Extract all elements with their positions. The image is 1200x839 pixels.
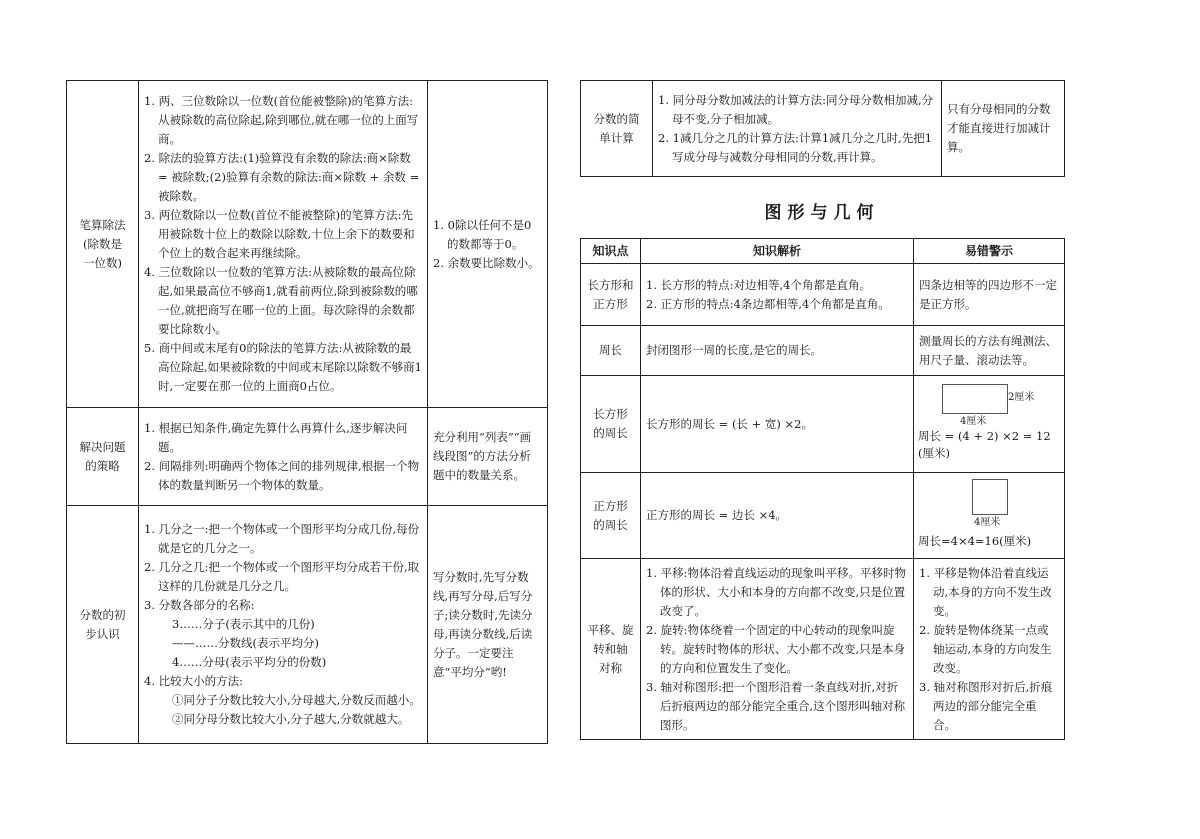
rect-side-label: 2厘米 <box>1008 392 1035 403</box>
table-row <box>581 376 1065 473</box>
warning-cell <box>914 559 1065 740</box>
analysis-cell <box>653 81 942 177</box>
category-cell: 长方形 的周长 <box>581 376 641 473</box>
square-shape <box>972 479 1008 515</box>
analysis-cell <box>139 506 428 744</box>
rectangle-figure <box>918 378 1060 428</box>
list-item: 1. 平移是物体沿着直线运动,本身的方向不发生改变。 <box>919 565 1052 618</box>
list-item: 1. 几分之一:把一个物体或一个图形平均分成几份,每份就是它的几分之一。 <box>144 522 420 555</box>
section-title: 图形与几何 <box>764 203 880 223</box>
list-item: 2. 间隔排列:明确两个物体之间的排列规律,根据一个物体的数量判断另一个物体的数量。 <box>144 458 420 492</box>
list-item: 3. 分数各部分的名称: 3……分子(表示其中的几份) ——……分数线(表示平均分) 4……分母(表示平均分的份数) <box>144 596 422 672</box>
analysis-cell: 长方形的周长 = (长 + 宽) ×2。 <box>641 376 914 473</box>
category-cell: 解决问题 的策略 <box>67 408 139 506</box>
header-cell: 知识点 <box>581 239 641 264</box>
list-item: 2. 除法的验算方法:(1)验算没有余数的除法:商×除数 = 被除数;(2)验算有余数的除法:商×除数 + 余数 = 被除数。 <box>144 151 420 203</box>
header-cell: 知识解析 <box>641 239 914 264</box>
category-cell: 长方形和 正方形 <box>581 264 641 326</box>
warning-cell: 充分利用“列表”“画线段图”的方法分析题中的数量关系。 <box>428 408 548 506</box>
square-bottom-label: 4厘米 <box>974 517 1001 528</box>
warning-cell: 只有分母相同的分数才能直接进行加减计算。 <box>942 81 1065 177</box>
fraction-parts: 3……分子(表示其中的几份) ——……分数线(表示平均分) 4……分母(表示平均分的份数) <box>172 617 327 669</box>
list-item: 1. 两、三位数除以一位数(首位能被整除)的笔算方法:从被除数的高位除起,除到哪位,就在哪一位的上面写商。 <box>144 94 419 146</box>
table-row <box>581 264 1065 326</box>
list-item: 4. 三位数除以一位数的笔算方法:从被除数的最高位除起,如果最高位不够商1,就看前两位,除到被除数的哪一位,就把商写在哪一位的上面。每次除得的余数都要比除数小。 <box>144 265 418 336</box>
analysis-cell: 正方形的周长 = 边长 ×4。 <box>641 473 914 559</box>
list-item: 2. 1减几分之几的计算方法:计算1减几分之几时,先把1写成分母与减数分母相同的分数,再计算。 <box>658 130 933 164</box>
analysis-cell <box>139 408 428 506</box>
table-row <box>581 81 1065 177</box>
formula-line: 周长 = (4 + 2) ×2 = 12 <box>918 429 1051 443</box>
compare-methods: ①同分子分数比较大小,分母越大,分数反而越小。 ②同分母分数比较大小,分子越大,分数就越大。 <box>172 693 421 726</box>
figure-cell <box>914 473 1065 559</box>
list-item: 2. 正方形的特点:4条边都相等,4个角都是直角。 <box>646 296 890 311</box>
warning-cell: 写分数时,先写分数线,再写分母,后写分子;读分数时,先读分母,再读分数线,后读分子。一定要注意“平均分”哟! <box>428 506 548 744</box>
list-item: 2. 余数要比除数小。 <box>433 255 540 270</box>
list-item: 3. 两位数除以一位数(首位不能被整除)的笔算方法:先用被除数十位上的数除以除数,十位上余下的数要和个位上的数合起来再继续除。 <box>144 208 415 260</box>
fraction-calc-table <box>580 80 1065 177</box>
list-item: 2. 几分之几:把一个物体或一个图形平均分成若干份,取这样的几份就是几分之几。 <box>144 560 420 593</box>
table-row <box>581 326 1065 376</box>
rectangle-shape <box>942 384 1008 414</box>
table-header-row <box>581 239 1065 264</box>
table-row <box>67 506 548 744</box>
geometry-table <box>580 238 1065 740</box>
list-item: 2. 旋转:物体绕着一个固定的中心转动的现象叫旋转。旋转时物体的形状、大小都不改变,只是本身的方向和位置发生了变化。 <box>646 622 906 675</box>
warning-cell: 测量周长的方法有绳测法、用尺子量、滚动法等。 <box>914 326 1065 376</box>
list-item: 1. 0除以任何不是0的数都等于0。 <box>433 217 532 251</box>
analysis-cell: 封闭图形一周的长度,是它的周长。 <box>641 326 914 376</box>
category-cell: 分数的初 步认识 <box>67 506 139 744</box>
square-figure <box>918 475 1060 533</box>
list-item: 4. 比较大小的方法: ①同分子分数比较大小,分母越大,分数反而越小。 ②同分母分数比较大小,分子越大,分数就越大。 <box>144 672 422 729</box>
left-knowledge-table <box>66 80 548 744</box>
list-item: 3. 轴对称图形:把一个图形沿着一条直线对折,对折后折痕两边的部分能完全重合,这个图形叫轴对称图形。 <box>646 679 906 732</box>
rect-bottom-label: 4厘米 <box>960 416 987 427</box>
warning-cell: 四条边相等的四边形不一定是正方形。 <box>914 264 1065 326</box>
list-item: 5. 商中间或末尾有0的除法的笔算方法:从被除数的最高位除起,如果被除数的中间或末尾除以除数不够商1时,一定要在那一位的上面商0占位。 <box>144 341 422 393</box>
header-cell: 易错警示 <box>914 239 1065 264</box>
category-cell: 周长 <box>581 326 641 376</box>
formula-unit: (厘米) <box>918 446 950 460</box>
table-row <box>581 473 1065 559</box>
analysis-cell <box>641 264 914 326</box>
figure-cell <box>914 376 1065 473</box>
category-cell: 平移、旋 转和轴 对称 <box>581 559 641 740</box>
category-cell: 分数的简 单计算 <box>581 81 653 177</box>
warning-cell <box>428 81 548 408</box>
list-item: 1. 根据已知条件,确定先算什么再算什么,逐步解决问题。 <box>144 420 408 454</box>
table-row <box>67 81 548 408</box>
list-item: 1. 同分母分数加减法的计算方法:同分母分数相加减,分母不变,分子相加减。 <box>658 92 934 126</box>
analysis-cell <box>139 81 428 408</box>
table-row <box>581 559 1065 740</box>
formula-line: 周长=4×4=16(厘米) <box>918 534 1032 548</box>
list-item: 1. 平移:物体沿着直线运动的现象叫平移。平移时物体的形状、大小和本身的方向都不改变,只是位置改变了。 <box>646 565 906 618</box>
list-item: 2. 旋转是物体绕某一点或轴运动,本身的方向发生改变。 <box>919 622 1052 675</box>
analysis-cell <box>641 559 914 740</box>
list-item: 1. 长方形的特点:对边相等,4个角都是直角。 <box>646 277 871 292</box>
category-cell: 正方形 的周长 <box>581 473 641 559</box>
table-row <box>67 408 548 506</box>
list-item: 3. 轴对称图形对折后,折痕两边的部分能完全重合。 <box>919 679 1053 732</box>
category-cell: 笔算除法 (除数是 一位数) <box>67 81 139 408</box>
